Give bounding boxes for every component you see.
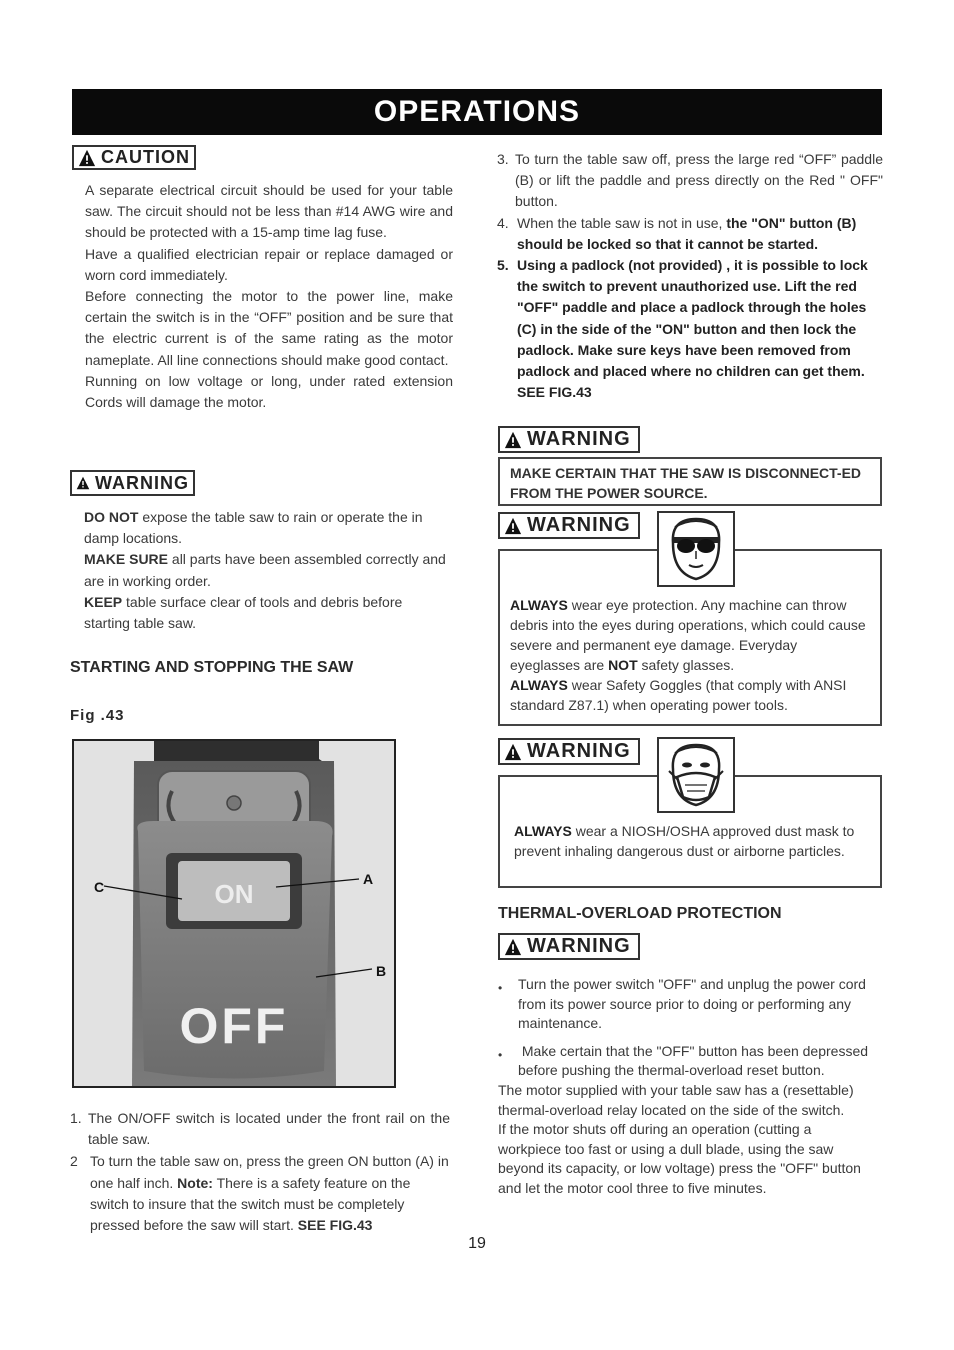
- note-label: Note:: [177, 1174, 213, 1191]
- right-steps: [497, 149, 883, 403]
- bullet-dot: •: [498, 981, 503, 995]
- callout-c: C: [94, 879, 105, 895]
- step-text-part: To turn the table saw on, press the green ON button (A) in one half inch.: [90, 1153, 449, 1191]
- item-bold: MAKE SURE: [84, 551, 169, 568]
- step-item: [497, 255, 883, 403]
- step-number: 4.: [497, 214, 509, 231]
- warning-triangle-icon: [76, 474, 90, 492]
- section-heading-starting: STARTING AND STOPPING THE SAW: [70, 659, 354, 676]
- left-steps: [70, 1108, 450, 1236]
- caution-paragraph: Running on low voltage or long, under rated extension Cords will damage the motor.: [85, 372, 453, 411]
- step-number: 1.: [70, 1110, 82, 1126]
- text-part: wear a NIOSH/OSHA approved dust mask to prevent inhaling dangerous dust or airborne particles.: [514, 823, 855, 859]
- text-part: wear Safety Goggles (that comply with ANSI standard Z87.1) when operating power tools.: [510, 677, 847, 713]
- page-title: OPERATIONS: [373, 95, 581, 128]
- section-heading-thermal: THERMAL-OVERLOAD PROTECTION: [498, 905, 782, 922]
- item-bold: DO NOT: [84, 509, 139, 525]
- step-text: [90, 1151, 450, 1236]
- item-text: table surface clear of tools and debris before starting table saw.: [84, 593, 403, 632]
- off-paddle-label: OFF: [179, 998, 289, 1054]
- step-text: To turn the table saw off, press the large red “OFF” paddle (B) or lift the paddle and press directly on the Red " OFF" button.: [515, 151, 883, 210]
- text-bold: NOT: [608, 657, 638, 673]
- warning3-text: [510, 595, 870, 715]
- caution-paragraph: A separate electrical circuit should be used for your table saw. The circuit should not be less than #14 AWG wire and should be protected with a 15-amp time lag fuse.: [85, 182, 453, 241]
- text-part: safety glasses.: [637, 657, 735, 673]
- callout-a: A: [363, 871, 374, 887]
- step-item: [70, 1108, 450, 1150]
- warning-triangle-icon: [504, 938, 522, 956]
- dust-mask-pictogram: [657, 737, 735, 813]
- step-text: [517, 255, 883, 403]
- warning-triangle-icon: [504, 743, 522, 761]
- dust-mask-icon: [659, 739, 733, 811]
- see-figure-ref: SEE FIG.43: [517, 384, 592, 401]
- caution-text: [85, 180, 453, 413]
- bullet-dot: •: [498, 1047, 503, 1062]
- step-text: The ON/OFF switch is located under the front rail on the table saw.: [88, 1110, 450, 1148]
- warning1-item: [84, 592, 446, 634]
- warning1-item: [84, 507, 446, 549]
- warning1-text: [84, 507, 446, 634]
- step-number: 3.: [497, 151, 509, 167]
- warning-triangle-icon: [504, 431, 522, 449]
- bullet-text: Turn the power switch "OFF" and unplug the power cord from its power source prior to doing or performing any maintenance.: [518, 976, 866, 1032]
- caution-tag: [72, 145, 196, 170]
- bullet-text: Make certain that the "OFF" button has been depressed before pushing the thermal-overload reset button.: [518, 1042, 872, 1079]
- switch-figure: [72, 739, 396, 1088]
- warning-label: WARNING: [95, 472, 189, 493]
- warning-label: WARNING: [527, 514, 631, 536]
- switch-illustration: [74, 741, 394, 1086]
- figure-label: Fig .43: [70, 707, 125, 724]
- text-bold: ALWAYS: [510, 677, 568, 693]
- see-figure-ref: SEE FIG.43: [297, 1217, 373, 1234]
- safety-goggles-icon: [659, 513, 733, 585]
- caution-paragraph: Have a qualified electrician repair or replace damaged or worn cord immediately.: [85, 245, 453, 283]
- warning-tag: [70, 470, 195, 496]
- warning1-item: [84, 549, 446, 591]
- disconnect-warning-box: [498, 457, 882, 506]
- text-bold: ALWAYS: [514, 823, 572, 839]
- step-text-part: When the table saw is not in use,: [517, 214, 727, 231]
- step-number: 5.: [497, 257, 509, 274]
- warning-tag: [498, 512, 640, 539]
- caution-label: CAUTION: [101, 147, 190, 167]
- thermal-bullets: [498, 975, 894, 1199]
- page-title-bar: [72, 89, 882, 135]
- warning4-text: [514, 821, 870, 861]
- step-item: [497, 213, 883, 255]
- step-text-part: There is a safety feature on the switch to insure that the switch must be completely pressed before the saw will start.: [90, 1174, 411, 1234]
- caution-paragraph: Before connecting the motor to the power line, make certain the switch is in the “OFF” position and be sure that the electric current is of the same rating as the motor nameplate. All line connections should make good contact.: [85, 288, 453, 368]
- step-text: [517, 213, 883, 255]
- thermal-paragraph: If the motor shuts off during an operation (cutting a workpiece too fast or using a dull blade, using the saw beyond its capacity, or low voltage) press the "OFF" button and let the motor cool three to five minutes.: [498, 1121, 861, 1196]
- step-item: [497, 149, 883, 213]
- callout-b: B: [376, 963, 387, 979]
- warning-triangle-icon: [504, 517, 522, 535]
- warning-tag: [498, 426, 640, 453]
- warning-tag: [498, 738, 640, 765]
- on-button-label: ON: [214, 879, 254, 909]
- warning2-text: MAKE CERTAIN THAT THE SAW IS DISCONNECT-ED FROM THE POWER SOURCE.: [510, 465, 862, 501]
- step-text-part: Using a padlock (not provided) , it is possible to lock the switch to prevent unauthorized use. Lift the red "OFF" paddle and place a padlock through the holes (C) in the side of the "ON" button and then lock the padlock. Make sure keys have been removed from padlock and placed where no children can get them.: [517, 257, 868, 380]
- warning-label: WARNING: [527, 935, 631, 957]
- warning-triangle-icon: [78, 149, 96, 167]
- item-text: expose the table saw to rain or operate the in damp locations.: [84, 509, 423, 547]
- item-bold: KEEP: [84, 593, 123, 610]
- step-text-bold: the "ON" button (B) should be locked so that it cannot be started.: [517, 214, 857, 252]
- item-text: all parts have been assembled correctly and are in working order.: [84, 551, 446, 589]
- warning-label: WARNING: [527, 428, 631, 450]
- goggles-pictogram: [657, 511, 735, 587]
- bullet-item: [498, 975, 894, 1034]
- thermal-paragraph: The motor supplied with your table saw has a (resettable) thermal-overload relay located on the side of the switch.: [498, 1081, 854, 1118]
- bullet-item: [498, 1042, 894, 1081]
- page-number: 19: [468, 1235, 486, 1252]
- text-bold: ALWAYS: [510, 597, 568, 613]
- step-item: [70, 1151, 450, 1236]
- step-number: 2: [70, 1153, 78, 1170]
- warning-label: WARNING: [527, 740, 631, 762]
- warning-tag: [498, 933, 640, 960]
- text-part: wear eye protection. Any machine can throw debris into the eyes during operations, which could cause severe and permanent eye damage. Everyday eyeglasses are: [510, 597, 866, 673]
